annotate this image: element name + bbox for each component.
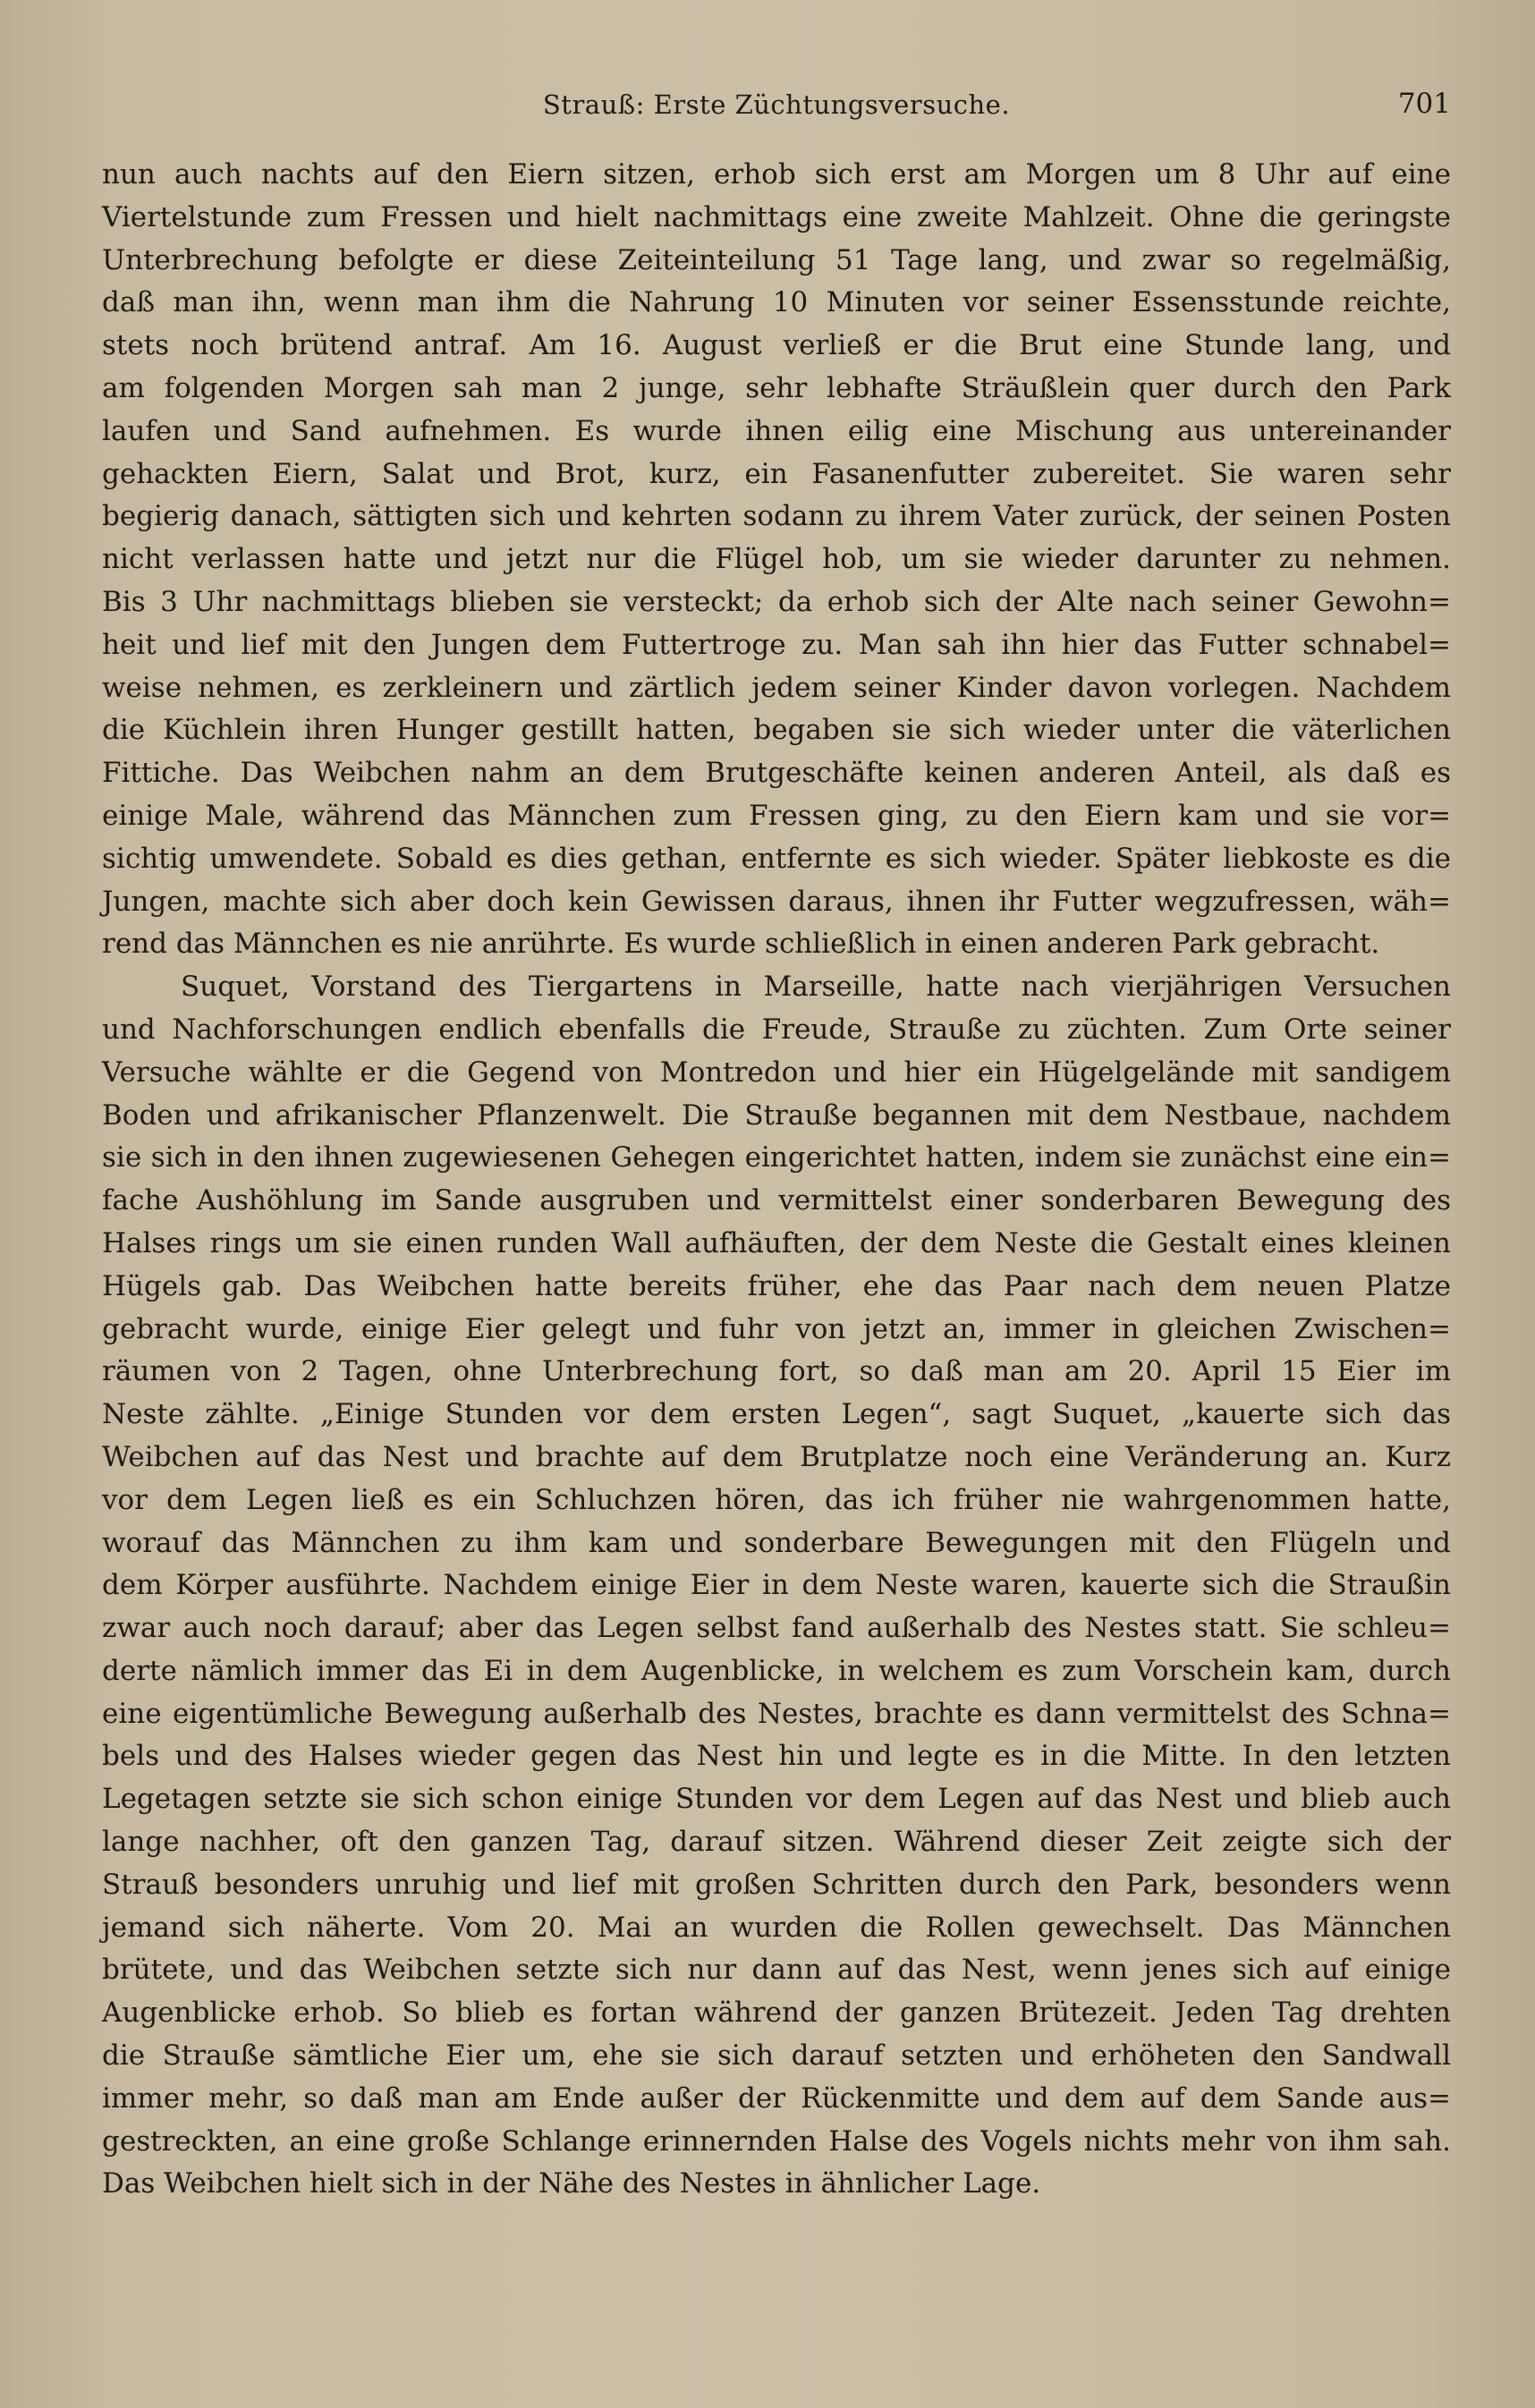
text-line: Hügels gab. Das Weibchen hatte bereits früher, ehe das Paar nach dem neuen Platze bbox=[102, 1269, 1451, 1302]
text-line: Boden und afrikanischer Pflanzenwelt. Die Strauße begannen mit dem Nestbaue, nachdem bbox=[102, 1098, 1451, 1132]
paragraph-end-line: Das Weibchen hielt sich in der Nähe des Nestes in ähnlicher Lage. bbox=[102, 2167, 1041, 2200]
text-line: derte nämlich immer das Ei in dem Augenblicke, in welchem es zum Vorschein kam, durch bbox=[102, 1654, 1451, 1687]
text-line: Viertelstunde zum Fressen und hielt nachmittags eine zweite Mahlzeit. Ohne die geringste bbox=[102, 200, 1451, 233]
text-line: eine eigentümliche Bewegung außerhalb des Nestes, brachte es dann vermittelst des Schna= bbox=[102, 1697, 1451, 1730]
text-line: am folgenden Morgen sah man 2 junge, sehr lebhafte Sträußlein quer durch den Park bbox=[102, 371, 1451, 404]
text-line: vor dem Legen ließ es ein Schluchzen hören, das ich früher nie wahrgenommen hatte, bbox=[102, 1483, 1451, 1516]
text-line: immer mehr, so daß man am Ende außer der Rückenmitte und dem auf dem Sande aus= bbox=[102, 2082, 1451, 2115]
page-number: 701 bbox=[1397, 88, 1451, 120]
text-line: nicht verlassen hatte und jetzt nur die Flügel hob, um sie wieder darunter zu nehmen. bbox=[102, 543, 1451, 576]
text-line: Augenblicke erhob. So blieb es fortan während der ganzen Brütezeit. Jeden Tag drehten bbox=[102, 1997, 1451, 2030]
text-line: Versuche wählte er die Gegend von Montredon und hier ein Hügelgelände mit sandigem bbox=[102, 1056, 1451, 1089]
text-line: Bis 3 Uhr nachmittags blieben sie versteckt; da erhob sich der Alte nach seiner Gewohn= bbox=[102, 585, 1451, 618]
running-head: Strauß: Erste Züchtungsversuche. bbox=[542, 89, 1011, 120]
paragraph-end-line: rend das Männchen es nie anrührte. Es wurde schließlich in einen anderen Park gebracht. bbox=[102, 928, 1380, 961]
text-line: und Nachforschungen endlich ebenfalls die Freude, Strauße zu züchten. Zum Orte seiner bbox=[102, 1013, 1451, 1046]
text-line: gebracht wurde, einige Eier gelegt und fuhr von jetzt an, immer in gleichen Zwischen= bbox=[102, 1312, 1451, 1345]
text-line: sichtig umwendete. Sobald es dies gethan, entfernte es sich wieder. Später liebkoste es die bbox=[102, 842, 1451, 875]
text-line: fache Aushöhlung im Sande ausgruben und vermittelst einer sonderbaren Bewegung des bbox=[102, 1184, 1451, 1217]
text-line: nun auch nachts auf den Eiern sitzen, erhob sich erst am Morgen um 8 Uhr auf eine bbox=[102, 158, 1451, 191]
text-line: stets noch brütend antraf. Am 16. August verließ er die Brut eine Stunde lang, und bbox=[102, 329, 1451, 362]
text-line: daß man ihn, wenn man ihm die Nahrung 10 Minuten vor seiner Essensstunde reichte, bbox=[102, 286, 1451, 319]
text-line: die Küchlein ihren Hunger gestillt hatten, begaben sie sich wieder unter die väterlichen bbox=[102, 714, 1451, 747]
text-line: räumen von 2 Tagen, ohne Unterbrechung fort, so daß man am 20. April 15 Eier im bbox=[102, 1355, 1451, 1388]
text-line: bels und des Halses wieder gegen das Nest hin und legte es in die Mitte. In den letzten bbox=[102, 1740, 1451, 1773]
text-line: Neste zählte. „Einige Stunden vor dem ersten Legen“, sagt Suquet, „kauerte sich das bbox=[102, 1398, 1451, 1431]
text-line: gehackten Eiern, Salat und Brot, kurz, ein Fasanenfutter zubereitet. Sie waren sehr bbox=[102, 457, 1451, 490]
text-line: dem Körper ausführte. Nachdem einige Eier in dem Neste waren, kauerte sich die Straußin bbox=[102, 1569, 1451, 1602]
text-line: Unterbrechung befolgte er diese Zeiteinteilung 51 Tage lang, und zwar so regelmäßig, bbox=[102, 243, 1451, 276]
text-line: begierig danach, sättigten sich und kehrten sodann zu ihrem Vater zurück, der seinen Posten bbox=[102, 500, 1451, 533]
text-line: laufen und Sand aufnehmen. Es wurde ihnen eilig eine Mischung aus untereinander bbox=[102, 414, 1451, 447]
text-line: Jungen, machte sich aber doch kein Gewissen daraus, ihnen ihr Futter wegzufressen, wäh= bbox=[102, 885, 1451, 918]
text-line: Halses rings um sie einen runden Wall aufhäuften, der dem Neste die Gestalt eines kleinen bbox=[102, 1226, 1451, 1259]
text-line: die Strauße sämtliche Eier um, ehe sie sich darauf setzten und erhöheten den Sandwall bbox=[102, 2039, 1451, 2073]
text-line: sie sich in den ihnen zugewiesenen Gehegen eingerichtet hatten, indem sie zunächst eine ein= bbox=[102, 1141, 1451, 1174]
text-line: einige Male, während das Männchen zum Fressen ging, zu den Eiern kam und sie vor= bbox=[102, 799, 1451, 832]
text-line: zwar auch noch darauf; aber das Legen selbst fand außerhalb des Nestes statt. Sie schleu= bbox=[102, 1612, 1451, 1645]
paragraph-start-line: Suquet, Vorstand des Tiergartens in Marseille, hatte nach vierjährigen Versuchen bbox=[181, 971, 1451, 1004]
text-line: jemand sich näherte. Vom 20. Mai an wurden die Rollen gewechselt. Das Männchen bbox=[102, 1911, 1451, 1944]
body-text bbox=[102, 154, 1451, 2206]
page-header bbox=[102, 82, 1451, 136]
text-line: Fittiche. Das Weibchen nahm an dem Brutgeschäfte keinen anderen Anteil, als daß es bbox=[102, 757, 1451, 790]
text-line: Legetagen setzte sie sich schon einige Stunden vor dem Legen auf das Nest und blieb auch bbox=[102, 1783, 1451, 1816]
text-line: gestreckten, an eine große Schlange erinnernden Halse des Vogels nichts mehr von ihm sah. bbox=[102, 2124, 1451, 2158]
text-line: worauf das Männchen zu ihm kam und sonderbare Bewegungen mit den Flügeln und bbox=[102, 1526, 1451, 1559]
text-line: heit und lief mit den Jungen dem Futtertroge zu. Man sah ihn hier das Futter schnabel= bbox=[102, 628, 1451, 661]
text-line: Weibchen auf das Nest und brachte auf dem Brutplatze noch eine Veränderung an. Kurz bbox=[102, 1440, 1451, 1473]
text-line: lange nachher, oft den ganzen Tag, darauf sitzen. Während dieser Zeit zeigte sich der bbox=[102, 1826, 1451, 1859]
text-line: Strauß besonders unruhig und lief mit großen Schritten durch den Park, besonders wenn bbox=[102, 1868, 1451, 1901]
text-line: brütete, und das Weibchen setzte sich nur dann auf das Nest, wenn jenes sich auf einige bbox=[102, 1954, 1451, 1987]
text-line: weise nehmen, es zerkleinern und zärtlich jedem seiner Kinder davon vorlegen. Nachdem bbox=[102, 671, 1451, 704]
